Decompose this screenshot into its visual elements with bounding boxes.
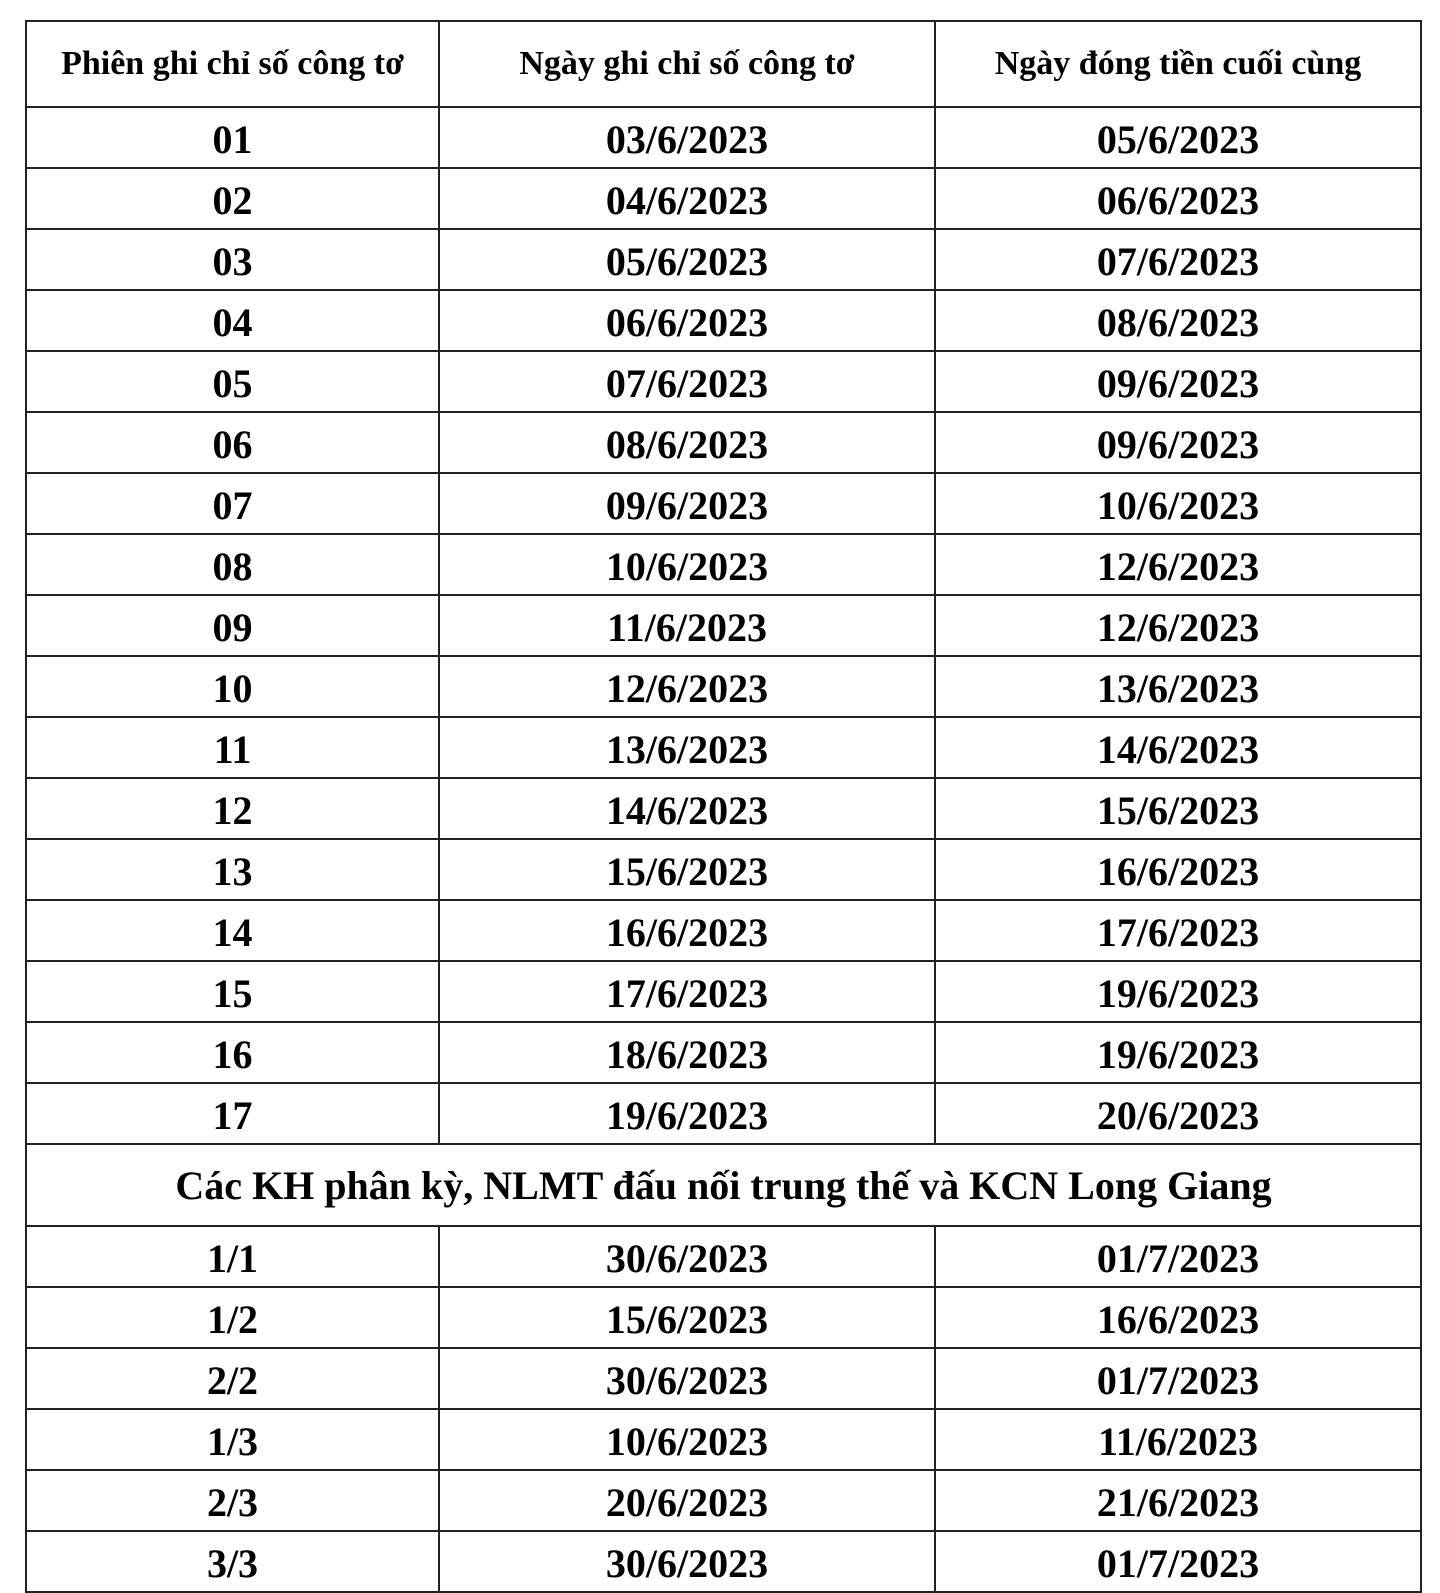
cell-reading-date: 10/6/2023 [439,1409,935,1470]
cell-reading-date: 15/6/2023 [439,839,935,900]
cell-payment-deadline: 20/6/2023 [935,1083,1421,1144]
cell-reading-date: 08/6/2023 [439,412,935,473]
section-header-body [26,1144,1421,1226]
section-title: Các KH phân kỳ, NLMT đấu nối trung thế và KCN Long Giang [26,1144,1421,1226]
cell-payment-deadline: 11/6/2023 [935,1409,1421,1470]
cell-reading-date: 20/6/2023 [439,1470,935,1531]
cell-session: 01 [26,107,439,168]
cell-payment-deadline: 08/6/2023 [935,290,1421,351]
table-row [26,290,1421,351]
header-reading-date: Ngày ghi chỉ số công tơ [439,21,935,107]
table-row [26,1287,1421,1348]
cell-reading-date: 19/6/2023 [439,1083,935,1144]
cell-session: 09 [26,595,439,656]
cell-session: 2/3 [26,1470,439,1531]
cell-session: 04 [26,290,439,351]
table-row [26,473,1421,534]
cell-payment-deadline: 13/6/2023 [935,656,1421,717]
table-row [26,1022,1421,1083]
cell-reading-date: 30/6/2023 [439,1531,935,1592]
cell-payment-deadline: 15/6/2023 [935,778,1421,839]
cell-payment-deadline: 06/6/2023 [935,168,1421,229]
cell-payment-deadline: 16/6/2023 [935,839,1421,900]
cell-reading-date: 04/6/2023 [439,168,935,229]
cell-payment-deadline: 12/6/2023 [935,595,1421,656]
cell-session: 10 [26,656,439,717]
table-row [26,229,1421,290]
cell-session: 07 [26,473,439,534]
cell-payment-deadline: 07/6/2023 [935,229,1421,290]
table-row [26,900,1421,961]
table-row [26,717,1421,778]
cell-reading-date: 30/6/2023 [439,1348,935,1409]
cell-payment-deadline: 19/6/2023 [935,1022,1421,1083]
cell-payment-deadline: 19/6/2023 [935,961,1421,1022]
cell-session: 11 [26,717,439,778]
cell-payment-deadline: 09/6/2023 [935,351,1421,412]
cell-session: 05 [26,351,439,412]
cell-reading-date: 07/6/2023 [439,351,935,412]
table-row [26,656,1421,717]
table-row [26,595,1421,656]
cell-session: 02 [26,168,439,229]
cell-session: 12 [26,778,439,839]
table-row [26,1083,1421,1144]
cell-reading-date: 15/6/2023 [439,1287,935,1348]
cell-session: 03 [26,229,439,290]
cell-payment-deadline: 09/6/2023 [935,412,1421,473]
cell-payment-deadline: 16/6/2023 [935,1287,1421,1348]
cell-session: 08 [26,534,439,595]
table-row [26,1409,1421,1470]
cell-payment-deadline: 01/7/2023 [935,1348,1421,1409]
table-row [26,1531,1421,1592]
cell-reading-date: 14/6/2023 [439,778,935,839]
cell-reading-date: 18/6/2023 [439,1022,935,1083]
cell-reading-date: 05/6/2023 [439,229,935,290]
meter-reading-schedule-table [25,20,1422,1593]
cell-reading-date: 12/6/2023 [439,656,935,717]
cell-reading-date: 30/6/2023 [439,1226,935,1287]
cell-reading-date: 11/6/2023 [439,595,935,656]
cell-session: 2/2 [26,1348,439,1409]
cell-payment-deadline: 01/7/2023 [935,1531,1421,1592]
table-row [26,961,1421,1022]
cell-session: 14 [26,900,439,961]
table-header-row [26,21,1421,107]
table-row [26,412,1421,473]
cell-session: 3/3 [26,1531,439,1592]
cell-reading-date: 09/6/2023 [439,473,935,534]
table-body [26,107,1421,1144]
cell-session: 06 [26,412,439,473]
table-row [26,1226,1421,1287]
cell-session: 15 [26,961,439,1022]
section-header-row [26,1144,1421,1226]
cell-session: 13 [26,839,439,900]
cell-payment-deadline: 14/6/2023 [935,717,1421,778]
cell-payment-deadline: 01/7/2023 [935,1226,1421,1287]
cell-payment-deadline: 21/6/2023 [935,1470,1421,1531]
cell-payment-deadline: 10/6/2023 [935,473,1421,534]
cell-payment-deadline: 05/6/2023 [935,107,1421,168]
cell-session: 1/3 [26,1409,439,1470]
cell-payment-deadline: 12/6/2023 [935,534,1421,595]
header-payment-deadline: Ngày đóng tiền cuối cùng [935,21,1421,107]
header-session: Phiên ghi chỉ số công tơ [26,21,439,107]
cell-session: 17 [26,1083,439,1144]
cell-payment-deadline: 17/6/2023 [935,900,1421,961]
cell-reading-date: 10/6/2023 [439,534,935,595]
cell-session: 16 [26,1022,439,1083]
section-table-body [26,1226,1421,1592]
cell-session: 1/2 [26,1287,439,1348]
table-row [26,839,1421,900]
cell-reading-date: 13/6/2023 [439,717,935,778]
table-row [26,351,1421,412]
table-row [26,534,1421,595]
cell-reading-date: 03/6/2023 [439,107,935,168]
cell-reading-date: 16/6/2023 [439,900,935,961]
table-row [26,1348,1421,1409]
table-row [26,168,1421,229]
cell-reading-date: 06/6/2023 [439,290,935,351]
table-row [26,1470,1421,1531]
cell-reading-date: 17/6/2023 [439,961,935,1022]
cell-session: 1/1 [26,1226,439,1287]
table-row [26,107,1421,168]
table-row [26,778,1421,839]
